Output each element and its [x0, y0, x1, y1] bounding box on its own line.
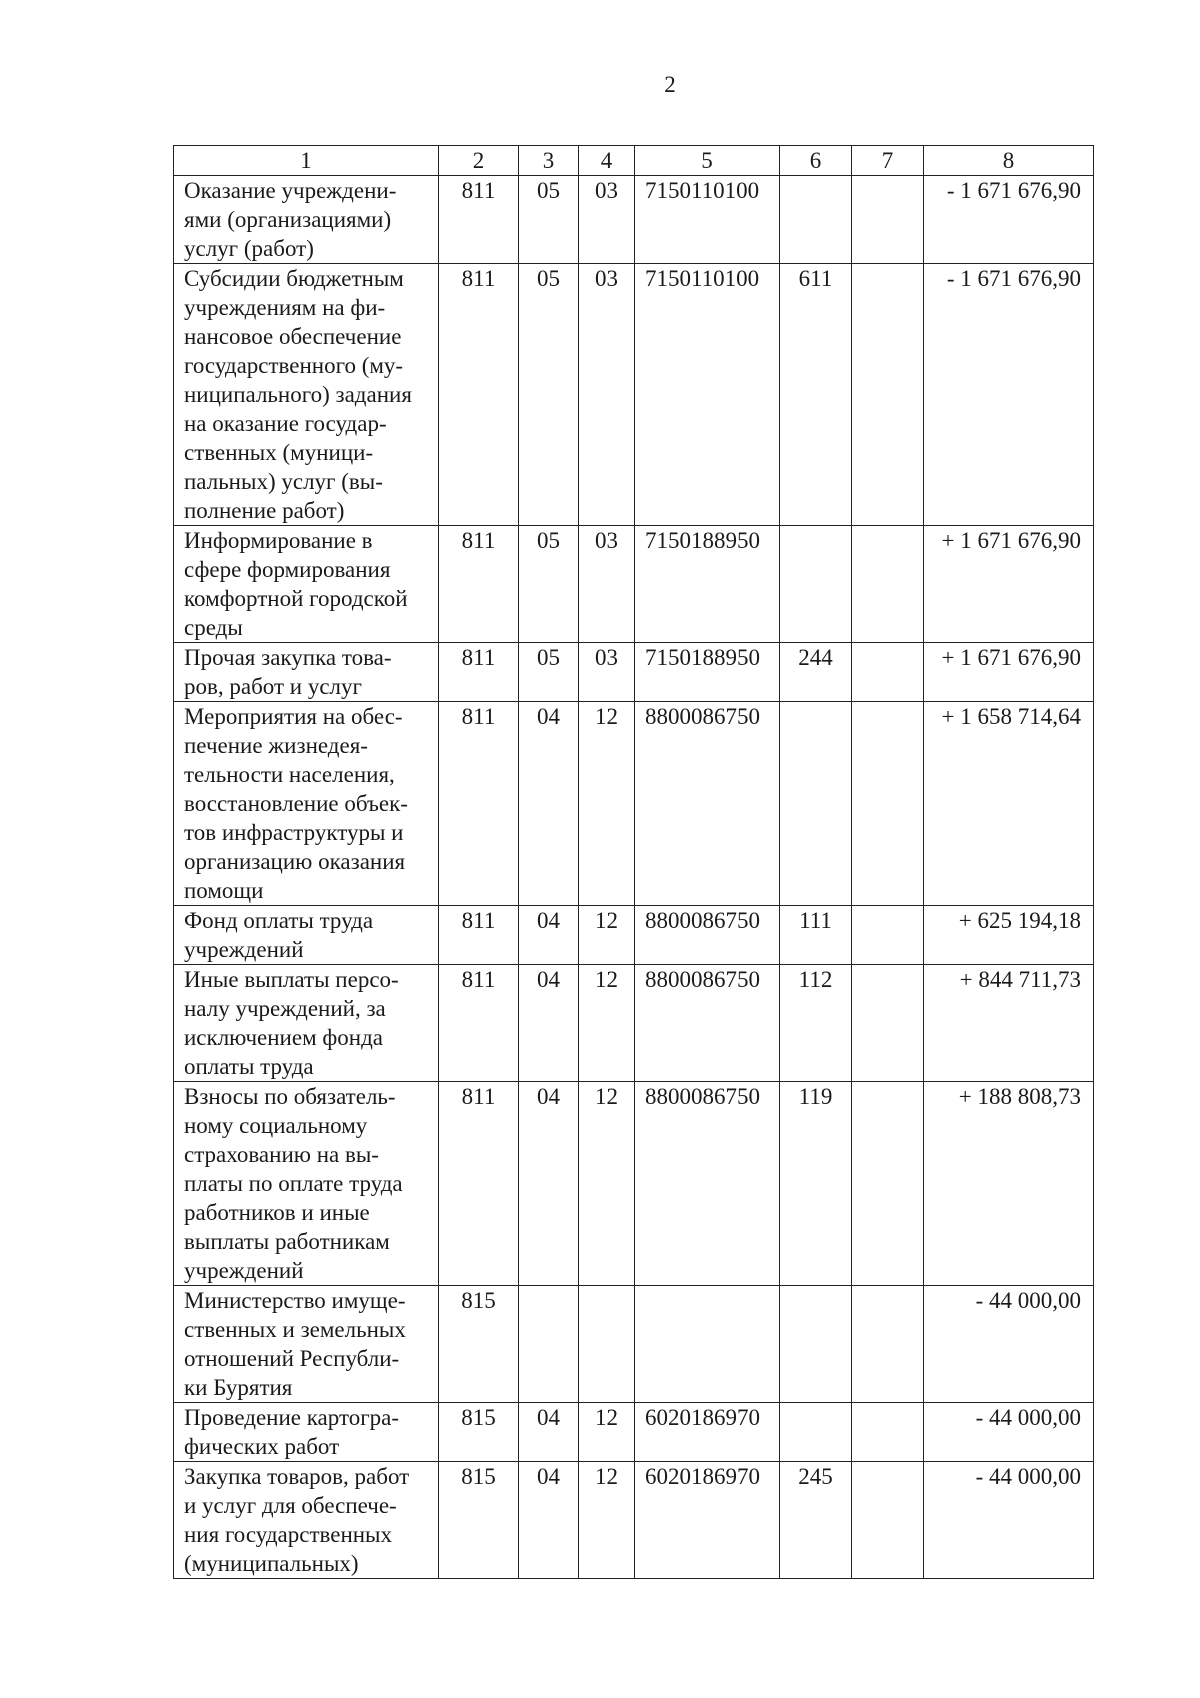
column-header: 6: [780, 146, 852, 176]
expense-type-code: [780, 526, 852, 643]
amount-cell: + 625 194,18: [924, 906, 1094, 965]
table-row: [174, 1286, 1094, 1403]
table-row: [174, 1082, 1094, 1286]
row-description: Проведение картогра- фических работ: [174, 1403, 439, 1462]
section-code: 05: [519, 643, 579, 702]
column-7-cell: [852, 526, 924, 643]
subsection-code: 12: [579, 1082, 635, 1286]
column-7-cell: [852, 1286, 924, 1403]
ministry-code: 811: [439, 702, 519, 906]
section-code: 04: [519, 1082, 579, 1286]
ministry-code: 811: [439, 643, 519, 702]
column-7-cell: [852, 1082, 924, 1286]
amount-cell: + 188 808,73: [924, 1082, 1094, 1286]
section-code: 04: [519, 906, 579, 965]
column-7-cell: [852, 906, 924, 965]
section-code: 05: [519, 264, 579, 526]
amount-cell: + 1 658 714,64: [924, 702, 1094, 906]
ministry-code: 811: [439, 906, 519, 965]
target-article-code: 7150188950: [635, 643, 780, 702]
subsection-code: 03: [579, 643, 635, 702]
amount-cell: - 44 000,00: [924, 1286, 1094, 1403]
subsection-code: 12: [579, 702, 635, 906]
column-header: 5: [635, 146, 780, 176]
amount-cell: + 1 671 676,90: [924, 526, 1094, 643]
row-description: Информирование в сфере формирования комфортной городской среды: [174, 526, 439, 643]
expense-type-code: [780, 176, 852, 264]
table-row: [174, 1462, 1094, 1579]
column-7-cell: [852, 1403, 924, 1462]
table-header-row: [174, 146, 1094, 176]
expense-type-code: 245: [780, 1462, 852, 1579]
table-row: [174, 643, 1094, 702]
section-code: 04: [519, 1403, 579, 1462]
amount-cell: - 44 000,00: [924, 1403, 1094, 1462]
subsection-code: [579, 1286, 635, 1403]
column-7-cell: [852, 176, 924, 264]
subsection-code: 12: [579, 906, 635, 965]
column-7-cell: [852, 965, 924, 1082]
column-header: 3: [519, 146, 579, 176]
expense-type-code: [780, 1286, 852, 1403]
row-description: Субсидии бюджетным учреждениям на фи- нансовое обеспечение государственного (му- ниципального) задания на оказание государ- ственных (муници- пальных) услуг (вы- полнение работ): [174, 264, 439, 526]
column-header: 8: [924, 146, 1094, 176]
target-article-code: 6020186970: [635, 1403, 780, 1462]
target-article-code: 6020186970: [635, 1462, 780, 1579]
row-description: Фонд оплаты труда учреждений: [174, 906, 439, 965]
target-article-code: 8800086750: [635, 702, 780, 906]
target-article-code: [635, 1286, 780, 1403]
target-article-code: 7150188950: [635, 526, 780, 643]
section-code: 05: [519, 526, 579, 643]
column-7-cell: [852, 643, 924, 702]
row-description: Прочая закупка това- ров, работ и услуг: [174, 643, 439, 702]
column-7-cell: [852, 264, 924, 526]
column-header: 2: [439, 146, 519, 176]
subsection-code: 03: [579, 264, 635, 526]
ministry-code: 815: [439, 1462, 519, 1579]
row-description: Закупка товаров, работ и услуг для обеспече- ния государственных (муниципальных): [174, 1462, 439, 1579]
ministry-code: 811: [439, 1082, 519, 1286]
row-description: Взносы по обязатель- ному социальному страхованию на вы- платы по оплате труда работников и иные выплаты работникам учреждений: [174, 1082, 439, 1286]
expense-type-code: [780, 702, 852, 906]
ministry-code: 811: [439, 264, 519, 526]
target-article-code: 7150110100: [635, 176, 780, 264]
section-code: [519, 1286, 579, 1403]
subsection-code: 12: [579, 965, 635, 1082]
column-header: 7: [852, 146, 924, 176]
amount-cell: + 844 711,73: [924, 965, 1094, 1082]
ministry-code: 811: [439, 965, 519, 1082]
table-row: [174, 1403, 1094, 1462]
row-description: Мероприятия на обес- печение жизнедея- тельности населения, восстановление объек- тов инфраструктуры и организацию оказания помощи: [174, 702, 439, 906]
target-article-code: 8800086750: [635, 965, 780, 1082]
section-code: 04: [519, 965, 579, 1082]
amount-cell: - 44 000,00: [924, 1462, 1094, 1579]
expense-type-code: 112: [780, 965, 852, 1082]
section-code: 04: [519, 702, 579, 906]
expense-type-code: 119: [780, 1082, 852, 1286]
column-header: 4: [579, 146, 635, 176]
subsection-code: 12: [579, 1403, 635, 1462]
ministry-code: 811: [439, 526, 519, 643]
row-description: Министерство имуще- ственных и земельных отношений Республи- ки Бурятия: [174, 1286, 439, 1403]
section-code: 04: [519, 1462, 579, 1579]
table-row: [174, 176, 1094, 264]
expense-type-code: [780, 1403, 852, 1462]
table-row: [174, 906, 1094, 965]
page-number: 2: [664, 72, 676, 97]
row-description: Иные выплаты персо- налу учреждений, за исключением фонда оплаты труда: [174, 965, 439, 1082]
column-header: 1: [174, 146, 439, 176]
table-row: [174, 526, 1094, 643]
table-row: [174, 965, 1094, 1082]
column-7-cell: [852, 702, 924, 906]
ministry-code: 815: [439, 1403, 519, 1462]
expense-type-code: 244: [780, 643, 852, 702]
target-article-code: 8800086750: [635, 1082, 780, 1286]
section-code: 05: [519, 176, 579, 264]
expense-type-code: 111: [780, 906, 852, 965]
table-row: [174, 264, 1094, 526]
target-article-code: 7150110100: [635, 264, 780, 526]
amount-cell: + 1 671 676,90: [924, 643, 1094, 702]
subsection-code: 03: [579, 526, 635, 643]
table-row: [174, 702, 1094, 906]
expense-type-code: 611: [780, 264, 852, 526]
target-article-code: 8800086750: [635, 906, 780, 965]
row-description: Оказание учреждени- ями (организациями) услуг (работ): [174, 176, 439, 264]
amount-cell: - 1 671 676,90: [924, 264, 1094, 526]
column-7-cell: [852, 1462, 924, 1579]
subsection-code: 12: [579, 1462, 635, 1579]
budget-table: [173, 145, 1094, 1579]
ministry-code: 815: [439, 1286, 519, 1403]
subsection-code: 03: [579, 176, 635, 264]
ministry-code: 811: [439, 176, 519, 264]
amount-cell: - 1 671 676,90: [924, 176, 1094, 264]
